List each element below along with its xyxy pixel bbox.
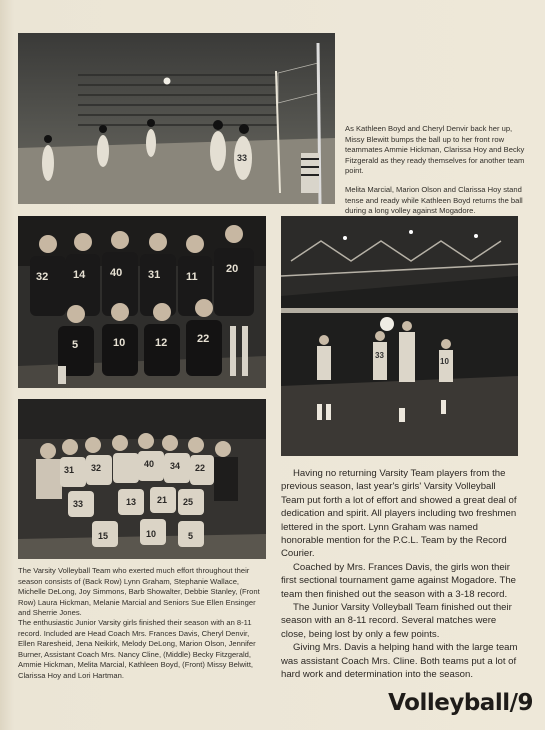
jersey-number: 32: [36, 271, 49, 283]
jersey-number: 10: [146, 529, 157, 539]
jersey-number: 33: [73, 499, 84, 509]
jersey-number: 22: [195, 463, 206, 473]
caption-junior-varsity-team: The enthusiastic Junior Varsity girls finished their season with an 8-11 record. Included are Head Coach Mrs. Frances Davis, Cheryl Denvir, Ellen Raresheid, Jena Neikirk, Melody DeLong, Marion Olson, Jennifer Burner, Assistant Coach Mrs. Nancy Cline, (Middle) Becky Fitzgerald, Ammie Hickman, Melita Marcial, Kathleen Boyd, (Front) Missy Belwitt, Clarissa Hoy and Lori Hartman.: [18, 618, 256, 680]
body-paragraph: The Junior Varsity Volleyball Team finished out their season with an 8-11 record. Several matches were close, being lost by only a few points.: [281, 602, 512, 640]
jersey-number: 5: [188, 531, 194, 541]
jersey-number: 32: [91, 463, 102, 473]
jersey-number: 22: [197, 333, 210, 345]
jersey-number: 33: [375, 351, 384, 360]
body-paragraph: Coached by Mrs. Frances Davis, the girls won their first sectional tournament game against Mogadore. The team then finished out the season with a 3-18 record.: [281, 561, 516, 600]
photo-varsity-team: [18, 216, 266, 388]
jersey-number: 5: [72, 339, 79, 351]
caption-volley-mogadore: Melita Marcial, Marion Olson and Clarissa Hoy stand tense and ready while Kathleen Boyd returns the ball during a long volley against Mogadore.: [345, 184, 523, 216]
caption-bump-play: As Kathleen Boyd and Cheryl Denvir back her up, Missy Blewitt bumps the ball up to her front row teammates Ammie Hickman, Clarissa Hoy and Becky Fitzgerald as they ready themselves for another team point.: [345, 124, 525, 176]
jersey-number: 13: [126, 497, 137, 507]
jersey-number: 10: [440, 357, 449, 366]
jersey-number: 40: [110, 267, 123, 279]
jersey-number: 14: [73, 269, 86, 281]
jersey-number: 25: [183, 497, 194, 507]
jersey-number: 20: [226, 263, 239, 275]
jersey-number: 31: [148, 269, 161, 281]
jersey-number: 31: [64, 465, 75, 475]
body-paragraph: Having no returning Varsity Team players from the previous season, last year's girls' Varsity Volleyball Team put forth a lot of effort and showed a great deal of dedication and spirit. All players including two freshmen lettered in the sport. Lynn Graham was named honorable mention for the P.C.L. Team by the Record Courier.: [281, 468, 517, 560]
jersey-number: 21: [157, 495, 168, 505]
photo-volleyball-action-bump: [18, 33, 335, 204]
jersey-number: 10: [113, 337, 126, 349]
body-copy: [281, 467, 521, 682]
photo-junior-varsity-team: [18, 399, 266, 559]
jersey-number: 34: [170, 461, 181, 471]
jersey-number: 11: [186, 271, 198, 283]
jersey-number: 33: [237, 153, 248, 163]
jersey-number: 12: [155, 337, 168, 349]
body-paragraph: Giving Mrs. Davis a helping hand with the large team was assistant Coach Mrs. Cline. Both teams put a lot of hard work and determination into the season.: [281, 642, 518, 681]
jersey-number: 40: [144, 459, 155, 469]
page-folio: Volleyball/9: [388, 690, 533, 716]
caption-varsity-team: The Varsity Volleyball Team who exerted much effort throughout their season consists of (Back Row) Lynn Graham, Stephanie Wallace, Michelle DeLong, Joy Simmons, Barb Showalter, Debbie Stanley, (Front Row) Laura Hickman, Melanie Marcial and Seniors Sue Ellen Ensinger and Sherrie Jones.: [18, 566, 260, 618]
caption-action-photos: [345, 124, 530, 217]
jersey-number: 15: [98, 531, 109, 541]
photo-volleyball-action-return: [281, 216, 518, 456]
